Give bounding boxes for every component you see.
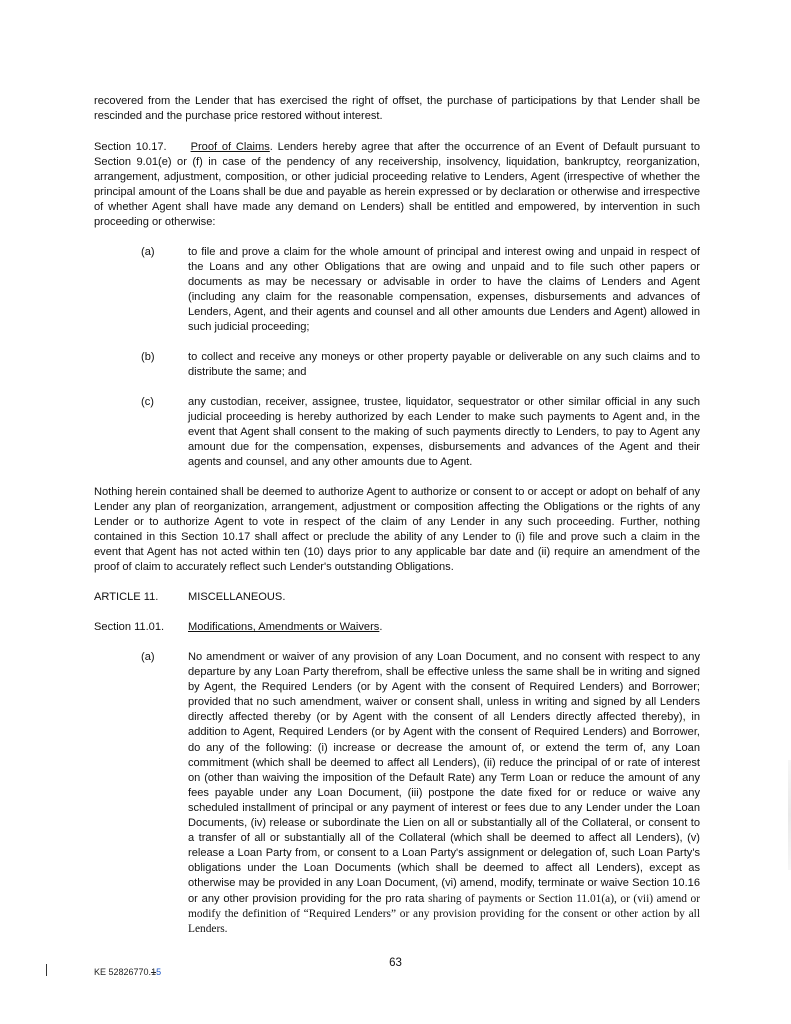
section-10-17-title: Proof of Claims	[190, 141, 270, 153]
intro-paragraph: recovered from the Lender that has exercised the right of offset, the purchase of participations by that Lender shall be rescinded and the purchase price restored without interest.	[94, 95, 700, 123]
clause-c-label: (c)	[141, 396, 154, 408]
clause-c-text: any custodian, receiver, assignee, trustee, liquidator, sequestrator or other similar official in any such judicial proceeding is hereby authorized by each Lender to make such payments to Agent and, in the event that Agent shall consent to the making of such payments directly to Lenders, to pay to Agent any amount due for the compensation, expenses, disbursements and advances of the Agent and their agents and counsel, and any other amounts due to Agent.	[188, 396, 700, 469]
document-id	[94, 965, 161, 980]
section-10-17-number: Section 10.17.	[94, 141, 167, 153]
article-11-heading	[94, 590, 286, 605]
clause-a-text: to file and prove a claim for the whole amount of principal and interest owing and unpaid in respect of the Loans and any other Obligations that are owing and unpaid and to file such other papers or documents as may be necessary or advisable in order to have the claims of Lenders and Agent (including any claim for the reasonable compensation, expenses, disbursements and advances of Lenders, Agent, and their agents and counsel and all other amounts due Lenders and Agent) allowed in such judicial proceeding;	[188, 246, 700, 334]
clause-11-01-a-text	[188, 650, 700, 937]
document-id-deleted: 1	[151, 967, 157, 977]
clause-b-label: (b)	[141, 351, 155, 363]
document-id-inserted: 5	[156, 967, 162, 977]
article-title: MISCELLANEOUS.	[188, 591, 286, 603]
page-number: 63	[389, 957, 402, 969]
section-11-01-number: Section 11.01.	[94, 621, 165, 633]
revision-margin-bar	[46, 964, 47, 976]
clause-11-01-a-main: No amendment or waiver of any provision of any Loan Document, and no consent with respect to any departure by any Loan Party therefrom, shall be effective unless the same shall be in writing and signed by Agent, the Required Lenders (or by Agent with the consent of Required Lenders) and Borrower; provided that no such amendment, waiver or consent shall, unless in writing and signed by all Lenders directly affected thereby (or by Agent with the consent of all Lenders directly affected thereby), in addition to Agent, Required Lenders (or by Agent with the consent of Required Lenders) and Borrower, do any of the following: (i) increase or decrease the amount of, or extend the term of, any Loan commitment (which shall be deemed to affect all Lenders), (ii) reduce the principal of or rate of interest on (other than waiving the imposition of the Default Rate) any Term Loan or reduce the amount of any fees payable under any Loan Document, (iii) postpone the date fixed for or reduce or waive any scheduled installment of principal or any payment of interest or fees due to any Lender under the Loan Documents, (iv) release or subordinate the Lien on all or substantially all of the Collateral, or consent to a transfer of all or substantially all of the Collateral (which shall be deemed to affect all Lenders), (v) release a Loan Party from, or consent to a Loan Party's assignment or delegation of, such Loan Party's obligations under the Loan Documents (which shall be deemed to affect all Lenders), except as otherwise may be provided in any Loan Document, (vi) amend, modify, terminate or waive Section 10.16 or any other provision providing for the pro rata	[188, 651, 700, 905]
clause-11-01-a-label: (a)	[141, 651, 155, 663]
document-id-base: KE 52826770.	[94, 967, 152, 977]
section-11-01-title-end: .	[379, 621, 383, 633]
section-10-17-body: . Lenders hereby agree that after the occurrence of an Event of Default pursuant to Section 9.01(e) or (f) in case of the pendency of any receivership, insolvency, liquidation, bankruptcy, reorganization, arrangement, adjustment, composition, or other judicial proceeding relative to Lenders, Agent (irrespective of whether the principal amount of the Loans shall be due and payable as herein expressed or by declaration or otherwise and irrespective of whether Agent shall have made any demand on Lenders) shall be entitled and empowered, by intervention in such proceeding or otherwise:	[94, 141, 700, 229]
section-11-01-heading	[94, 620, 383, 635]
closing-paragraph: Nothing herein contained shall be deemed to authorize Agent to authorize or consent to or accept or adopt on behalf of any Lender any plan of reorganization, arrangement, adjustment or composition affecting the Obligations or the rights of any Lender or to authorize Agent to vote in respect of the claim of any Lender in any such proceeding. Further, nothing contained in this Section 10.17 shall affect or preclude the ability of any Lender to (i) file and prove such a claim in the event that Agent has not acted within ten (10) days prior to any applicable bar date and (ii) require an amendment of the proof of claim to accurately reflect such Lender's outstanding Obligations.	[94, 486, 700, 574]
article-number: ARTICLE 11.	[94, 591, 159, 603]
section-11-01-title-wrap	[188, 620, 382, 635]
section-11-01-title: Modifications, Amendments or Waivers	[188, 621, 380, 633]
clause-11-01-a-tail: sharing of payments or Section 11.01(a), or (vii) amend or modify the definition of “Required Lenders” or any provision providing for the consent or other action by all Lenders.	[188, 892, 700, 935]
clause-b-text: to collect and receive any moneys or other property payable or deliverable on any such claims and to distribute the same; and	[188, 351, 700, 379]
clause-a-label: (a)	[141, 246, 155, 258]
section-10-17-paragraph	[94, 140, 700, 231]
